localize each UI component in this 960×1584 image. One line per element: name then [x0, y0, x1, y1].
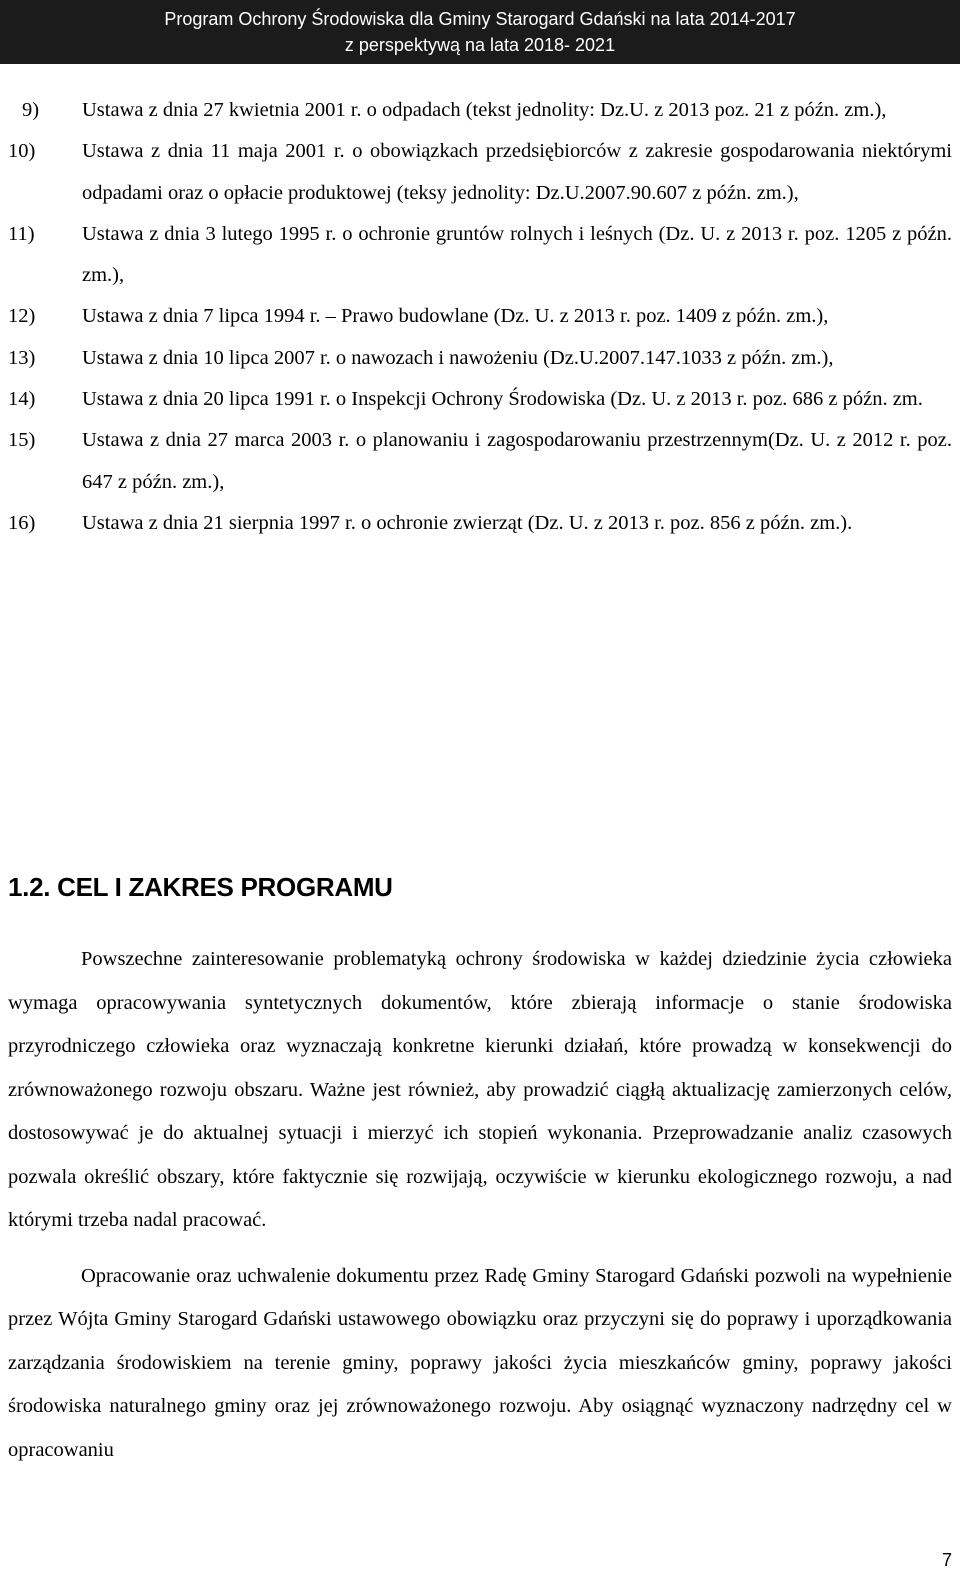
list-item-number: 15) — [8, 429, 36, 452]
document-header — [0, 0, 960, 64]
page-number: 7 — [941, 1550, 952, 1570]
section-heading: 1.2. CEL I ZAKRES PROGRAMU — [8, 872, 393, 902]
list-item — [8, 338, 952, 379]
list-item-number: 12) — [8, 305, 36, 328]
body-paragraph: Powszechne zainteresowanie problematyką ochrony środowiska w każdej dziedzinie życia człowieka wymaga opracowywania syntetycznych dokumentów, które zbierają informacje o stanie środowiska przyrodniczego człowieka oraz wyznaczają konkretne kierunki działań, które prowadzą w konsekwencji do zrównoważonego rozwoju obszaru. Ważne jest również, aby prowadzić ciągłą aktualizację zamierzonych celów, dostosowywać je do aktualnej sytuacji i mierzyć ich stopień wykonania. Przeprowadzanie analiz czasowych pozwala określić obszary, które faktycznie się rozwijają, oczywiście w kierunku ekologicznego rozwoju, a nad którymi trzeba nadal pracować. — [8, 948, 952, 1231]
list-item — [8, 296, 952, 337]
header-title-line-2: z perspektywą na lata 2018- 2021 — [344, 35, 616, 55]
list-item — [8, 503, 952, 544]
list-item-text: Ustawa z dnia 21 sierpnia 1997 r. o ochronie zwierząt (Dz. U. z 2013 r. poz. 856 z późn. zm.). — [82, 511, 853, 534]
list-item-number: 9) — [22, 99, 40, 121]
body-paragraph: Opracowanie oraz uchwalenie dokumentu przez Radę Gminy Starogard Gdański pozwoli na wypełnienie przez Wójta Gminy Starogard Gdański ustawowego obowiązku oraz przyczyni się do poprawy i uporządkowania zarządzania środowiskiem na terenie gminy, poprawy jakości życia mieszkańców gminy, poprawy jakości środowiska naturalnego gminy oraz jej zrównoważonego rozwoju. Aby osiągnąć wyznaczony nadrzędny cel w opracowaniu — [8, 1264, 952, 1461]
list-item-text: Ustawa z dnia 27 marca 2003 r. o planowaniu i zagospodarowaniu przestrzennym(Dz. U. z 2012 r. poz. 647 z późn. zm.), — [82, 429, 952, 493]
list-item-text: Ustawa z dnia 3 lutego 1995 r. o ochronie gruntów rolnych i leśnych (Dz. U. z 2013 r. poz. 1205 z późn. zm.), — [82, 222, 952, 287]
list-item — [8, 214, 952, 297]
list-item-number: 14) — [8, 388, 36, 411]
header-title-line-1: Program Ochrony Środowiska dla Gminy Starogard Gdański na lata 2014-2017 — [164, 9, 796, 29]
list-item-number: 16) — [8, 511, 36, 534]
list-item-number: 11) — [8, 222, 35, 245]
list-item-text: Ustawa z dnia 11 maja 2001 r. o obowiązkach przedsiębiorców z zakresie gospodarowania niektórymi odpadami oraz o opłacie produktowej (teksy jednolity: Dz.U.2007.90.607 z późn. zm.), — [82, 140, 952, 204]
list-item-number: 10) — [8, 140, 36, 163]
section-body — [8, 938, 952, 1484]
list-item-text: Ustawa z dnia 20 lipca 1991 r. o Inspekcji Ochrony Środowiska (Dz. U. z 2013 r. poz. 686 z późn. zm. — [82, 388, 923, 411]
list-item-number: 13) — [8, 346, 36, 369]
legislation-list — [8, 90, 952, 544]
list-item — [8, 131, 952, 214]
list-item — [8, 420, 952, 503]
list-item — [8, 90, 952, 131]
list-item-text: Ustawa z dnia 7 lipca 1994 r. – Prawo budowlane (Dz. U. z 2013 r. poz. 1409 z późn. zm.), — [82, 305, 829, 328]
list-item-text: Ustawa z dnia 10 lipca 2007 r. o nawozach i nawożeniu (Dz.U.2007.147.1033 z późn. zm.), — [82, 346, 834, 369]
list-item — [8, 379, 952, 420]
list-item-text: Ustawa z dnia 27 kwietnia 2001 r. o odpadach (tekst jednolity: Dz.U. z 2013 poz. 21 z późn. zm.), — [82, 99, 887, 121]
